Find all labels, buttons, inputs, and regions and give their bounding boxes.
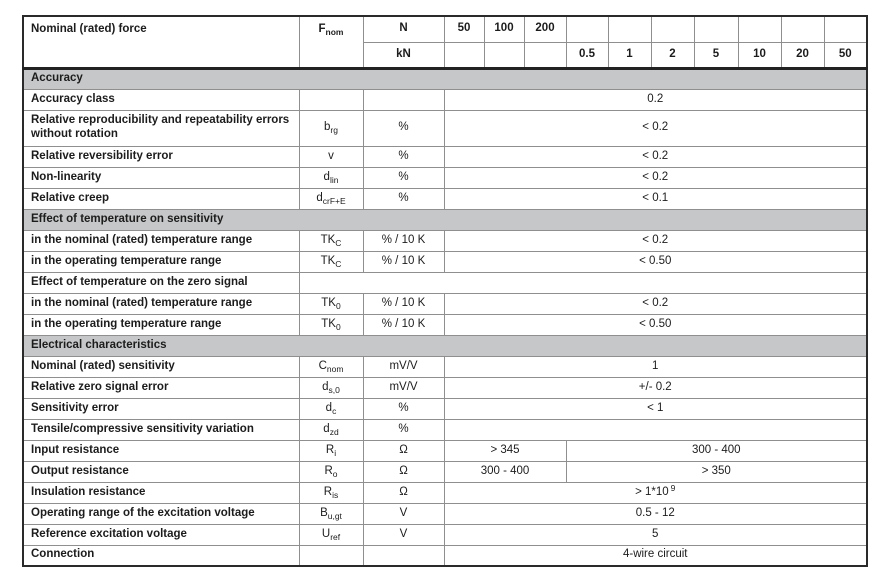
value-cell: < 0.1	[444, 188, 867, 209]
spec-row-reference-voltage	[23, 524, 867, 545]
value-cell: 0.2	[444, 89, 867, 110]
unit-cell: mV/V	[363, 356, 444, 377]
value-cell-kn-range: > 350	[566, 461, 867, 482]
row-label: in the operating temperature range	[23, 251, 299, 272]
spec-row-nominal-sensitivity	[23, 356, 867, 377]
row-label: Relative reversibility error	[23, 146, 299, 167]
section-header-temp-sensitivity: Effect of temperature on sensitivity	[23, 209, 867, 230]
unit-cell: % / 10 K	[363, 314, 444, 335]
empty-cell	[484, 42, 524, 68]
value-cell: 4-wire circuit	[444, 545, 867, 566]
force-kn-20: 20	[781, 42, 824, 68]
row-label: Sensitivity error	[23, 398, 299, 419]
empty-cell	[738, 16, 781, 42]
spec-row-sensitivity-error	[23, 398, 867, 419]
symbol-cell: $TK_0$	[299, 314, 363, 335]
spec-row-temp-zero-header	[23, 272, 867, 293]
row-label: Input resistance	[23, 440, 299, 461]
force-kn-50: 50	[824, 42, 867, 68]
spec-row-tk0-nominal	[23, 293, 867, 314]
section-header-electrical: Electrical characteristics	[23, 335, 867, 356]
spec-row-tk0-operating	[23, 314, 867, 335]
symbol-cell: $U_{ref}$	[299, 524, 363, 545]
header-symbol-fnom: $F_{nom}$	[299, 16, 363, 68]
force-kn-0_5: 0.5	[566, 42, 608, 68]
unit-cell: %	[363, 146, 444, 167]
header-row-n	[23, 16, 867, 42]
row-label: in the nominal (rated) temperature range	[23, 293, 299, 314]
force-kn-10: 10	[738, 42, 781, 68]
row-label: Nominal (rated) sensitivity	[23, 356, 299, 377]
symbol-cell: $d_{lin}$	[299, 167, 363, 188]
symbol-cell: $d_{s,0}$	[299, 377, 363, 398]
unit-cell: V	[363, 524, 444, 545]
force-n-50: 50	[444, 16, 484, 42]
empty-cell	[444, 42, 484, 68]
empty-cell	[824, 16, 867, 42]
value-cell	[444, 419, 867, 440]
value-cell: < 0.2	[444, 146, 867, 167]
row-label: Relative zero signal error	[23, 377, 299, 398]
value-cell: < 0.2	[444, 167, 867, 188]
symbol-cell: v	[299, 146, 363, 167]
unit-cell: %	[363, 188, 444, 209]
row-label: Non-linearity	[23, 167, 299, 188]
header-unit-kn: kN	[363, 42, 444, 68]
force-kn-2: 2	[651, 42, 694, 68]
row-label: Connection	[23, 545, 299, 566]
row-label: Relative reproducibility and repeatability errors without rotation	[23, 110, 299, 146]
value-cell-kn-range: 300 - 400	[566, 440, 867, 461]
unit-cell: % / 10 K	[363, 293, 444, 314]
symbol-cell: $d_{crF+E}$	[299, 188, 363, 209]
row-label: Insulation resistance	[23, 482, 299, 503]
row-label: in the operating temperature range	[23, 314, 299, 335]
value-cell: < 0.50	[444, 314, 867, 335]
empty-cell	[781, 16, 824, 42]
symbol-cell: $TK_C$	[299, 230, 363, 251]
unit-cell: %	[363, 398, 444, 419]
spec-row-reproducibility	[23, 110, 867, 146]
symbol-cell: $R_{is}$	[299, 482, 363, 503]
symbol-cell	[299, 89, 363, 110]
header-unit-n: N	[363, 16, 444, 42]
force-n-200: 200	[524, 16, 566, 42]
spec-row-tkc-nominal	[23, 230, 867, 251]
force-n-100: 100	[484, 16, 524, 42]
symbol-cell: $b_{rg}$	[299, 110, 363, 146]
unit-cell: % / 10 K	[363, 251, 444, 272]
spec-row-output-resistance	[23, 461, 867, 482]
unit-cell: mV/V	[363, 377, 444, 398]
spec-row-tensile-variation	[23, 419, 867, 440]
header-property-label: Nominal (rated) force	[23, 16, 299, 68]
empty-cell	[608, 16, 651, 42]
value-cell: > 1*10 $^9$	[444, 482, 867, 503]
symbol-cell: $TK_C$	[299, 251, 363, 272]
row-label: in the nominal (rated) temperature range	[23, 230, 299, 251]
value-cell: < 0.2	[444, 110, 867, 146]
unit-cell: V	[363, 503, 444, 524]
unit-cell: Ω	[363, 461, 444, 482]
symbol-cell: $d_{zd}$	[299, 419, 363, 440]
row-label: Effect of temperature on the zero signal	[23, 272, 299, 293]
spec-row-zero-signal-error	[23, 377, 867, 398]
value-cell: < 0.50	[444, 251, 867, 272]
spec-row-reversibility	[23, 146, 867, 167]
force-kn-5: 5	[694, 42, 738, 68]
symbol-cell: $R_o$	[299, 461, 363, 482]
unit-cell	[363, 545, 444, 566]
spec-row-nonlinearity	[23, 167, 867, 188]
section-header-accuracy: Accuracy	[23, 68, 867, 89]
value-cell-n-range: 300 - 400	[444, 461, 566, 482]
symbol-cell: $d_c$	[299, 398, 363, 419]
unit-cell: Ω	[363, 440, 444, 461]
row-label: Output resistance	[23, 461, 299, 482]
unit-cell: %	[363, 167, 444, 188]
empty-cell	[651, 16, 694, 42]
value-cell: < 0.2	[444, 293, 867, 314]
empty-cell	[299, 272, 867, 293]
symbol-cell: $B_{u,gt}$	[299, 503, 363, 524]
value-cell: < 0.2	[444, 230, 867, 251]
row-label: Operating range of the excitation voltage	[23, 503, 299, 524]
spec-row-tkc-operating	[23, 251, 867, 272]
empty-cell	[524, 42, 566, 68]
value-cell: +/- 0.2	[444, 377, 867, 398]
value-cell: 5	[444, 524, 867, 545]
row-label: Tensile/compressive sensitivity variation	[23, 419, 299, 440]
symbol-cell: $R_i$	[299, 440, 363, 461]
value-cell: 0.5 - 12	[444, 503, 867, 524]
unit-cell: %	[363, 110, 444, 146]
unit-cell: % / 10 K	[363, 230, 444, 251]
value-cell: < 1	[444, 398, 867, 419]
row-label: Reference excitation voltage	[23, 524, 299, 545]
symbol-cell: $TK_0$	[299, 293, 363, 314]
unit-cell: %	[363, 419, 444, 440]
spec-table	[22, 15, 868, 567]
row-label: Relative creep	[23, 188, 299, 209]
value-cell: 1	[444, 356, 867, 377]
force-kn-1: 1	[608, 42, 651, 68]
unit-cell	[363, 89, 444, 110]
empty-cell	[694, 16, 738, 42]
spec-row-creep	[23, 188, 867, 209]
row-label: Accuracy class	[23, 89, 299, 110]
spec-row-connection	[23, 545, 867, 566]
value-cell-n-range: > 345	[444, 440, 566, 461]
spec-row-accuracy-class	[23, 89, 867, 110]
unit-cell: Ω	[363, 482, 444, 503]
symbol-cell	[299, 545, 363, 566]
spec-row-input-resistance	[23, 440, 867, 461]
empty-cell	[566, 16, 608, 42]
spec-row-excitation-range	[23, 503, 867, 524]
symbol-cell: $C_{nom}$	[299, 356, 363, 377]
spec-row-insulation-resistance	[23, 482, 867, 503]
